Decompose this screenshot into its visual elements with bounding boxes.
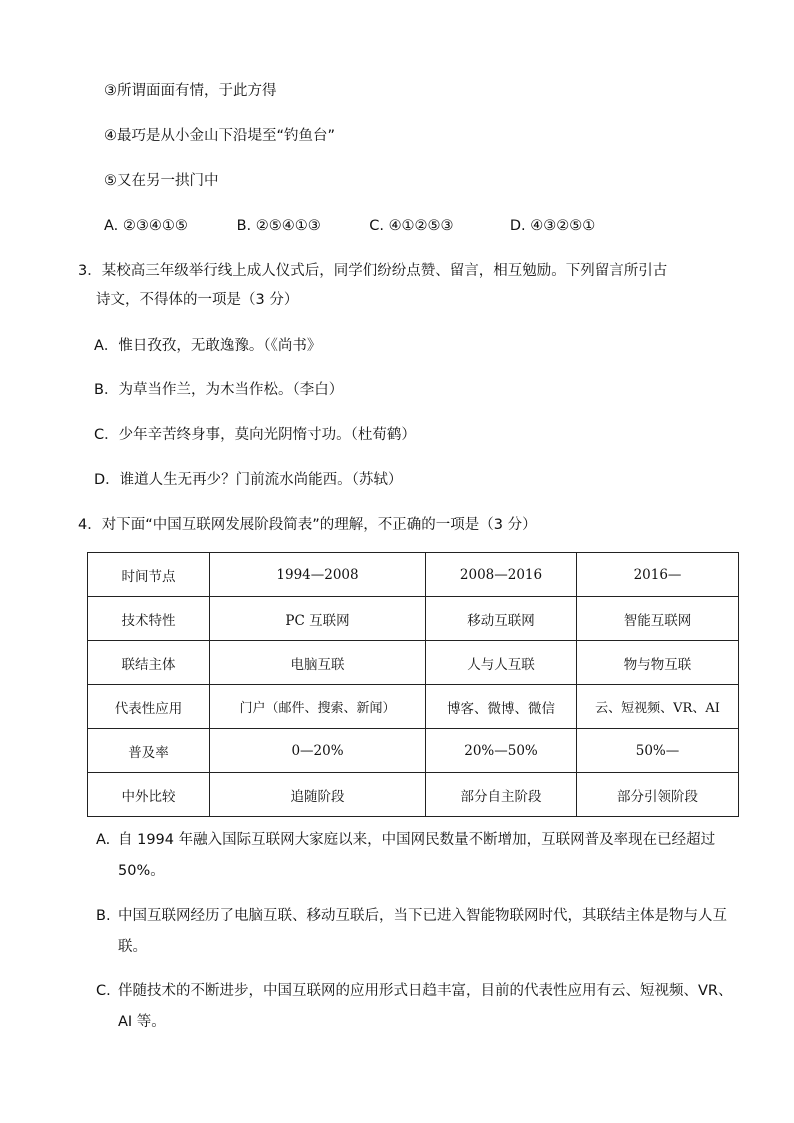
table-cell: 人与人互联 bbox=[426, 641, 577, 685]
table-row bbox=[88, 553, 739, 597]
internet-stages-table bbox=[87, 552, 739, 817]
table-cell: 追随阶段 bbox=[210, 773, 426, 817]
table-cell: 门户（邮件、搜索、新闻） bbox=[210, 685, 426, 729]
table-row bbox=[88, 685, 739, 729]
table-cell: 博客、微博、微信 bbox=[426, 685, 577, 729]
table-cell: 代表性应用 bbox=[88, 685, 210, 729]
table-cell: 0—20% bbox=[210, 729, 426, 773]
table-row bbox=[88, 729, 739, 773]
table-cell: 智能互联网 bbox=[577, 597, 739, 641]
table-cell: 中外比较 bbox=[88, 773, 210, 817]
q4-stem: 4．对下面“中国互联网发展阶段简表”的理解，不正确的一项是（3 分） bbox=[78, 517, 537, 533]
table-cell: 20%—50% bbox=[426, 729, 577, 773]
q4-option-a: A. 自 1994 年融入国际互联网大家庭以来，中国网民数量不断增加，互联网普及率现在已经超过 50%。 bbox=[96, 832, 716, 879]
table-cell: PC 互联网 bbox=[210, 597, 426, 641]
table-row bbox=[88, 641, 739, 685]
table-cell: 50%— bbox=[577, 729, 739, 773]
q3-stem-line-2: 诗文，不得体的一项是（3 分） bbox=[96, 292, 299, 308]
q2-option-c: C. ④①②⑤③ bbox=[369, 218, 454, 234]
q3-option-b: B．为草当作兰，为木当作松。（李白） bbox=[94, 382, 344, 398]
q2-option-d: D. ④③②⑤① bbox=[509, 218, 596, 234]
table-cell: 部分自主阶段 bbox=[426, 773, 577, 817]
table-cell: 物与物互联 bbox=[577, 641, 739, 685]
q3-option-a: A．惟日孜孜，无敢逸豫。（《尚书》 bbox=[94, 338, 322, 354]
table-cell: 2008—2016 bbox=[426, 553, 577, 597]
table-row bbox=[88, 773, 739, 817]
table-cell: 普及率 bbox=[88, 729, 210, 773]
table-cell: 时间节点 bbox=[88, 553, 210, 597]
table-cell: 云、短视频、VR、AI bbox=[577, 685, 739, 729]
table-cell: 联结主体 bbox=[88, 641, 210, 685]
table-cell: 2016— bbox=[577, 553, 739, 597]
q2-item-3: ③所谓面面有情，于此方得 bbox=[104, 83, 277, 99]
q2-item-4: ④最巧是从小金山下沿堤至“钓鱼台” bbox=[104, 128, 336, 144]
table-cell: 部分引领阶段 bbox=[577, 773, 739, 817]
table-cell: 电脑互联 bbox=[210, 641, 426, 685]
q4-option-b: B. 中国互联网经历了电脑互联、移动互联后，当下已进入智能物联网时代，其联结主体是物与人互联。 bbox=[96, 908, 727, 955]
q2-option-a: A. ②③④①⑤ bbox=[104, 218, 188, 234]
q2-item-5: ⑤又在另一拱门中 bbox=[104, 173, 219, 189]
table-row bbox=[88, 597, 739, 641]
table-cell: 移动互联网 bbox=[426, 597, 577, 641]
table-cell: 1994—2008 bbox=[210, 553, 426, 597]
q4-option-c: C. 伴随技术的不断进步，中国互联网的应用形式日趋丰富，目前的代表性应用有云、短视频、VR、AI 等。 bbox=[96, 983, 733, 1030]
q3-option-d: D．谁道人生无再少？门前流水尚能西。（苏轼） bbox=[94, 472, 403, 488]
table-cell: 技术特性 bbox=[88, 597, 210, 641]
q3-option-c: C．少年辛苦终身事，莫向光阴惰寸功。（杜荀鹤） bbox=[94, 427, 416, 443]
q2-option-b: B. ②⑤④①③ bbox=[236, 218, 321, 234]
q3-stem-line-1: 3．某校高三年级举行线上成人仪式后，同学们纷纷点赞、留言，相互勉励。下列留言所引古 bbox=[78, 263, 668, 279]
q2-options bbox=[104, 216, 595, 236]
